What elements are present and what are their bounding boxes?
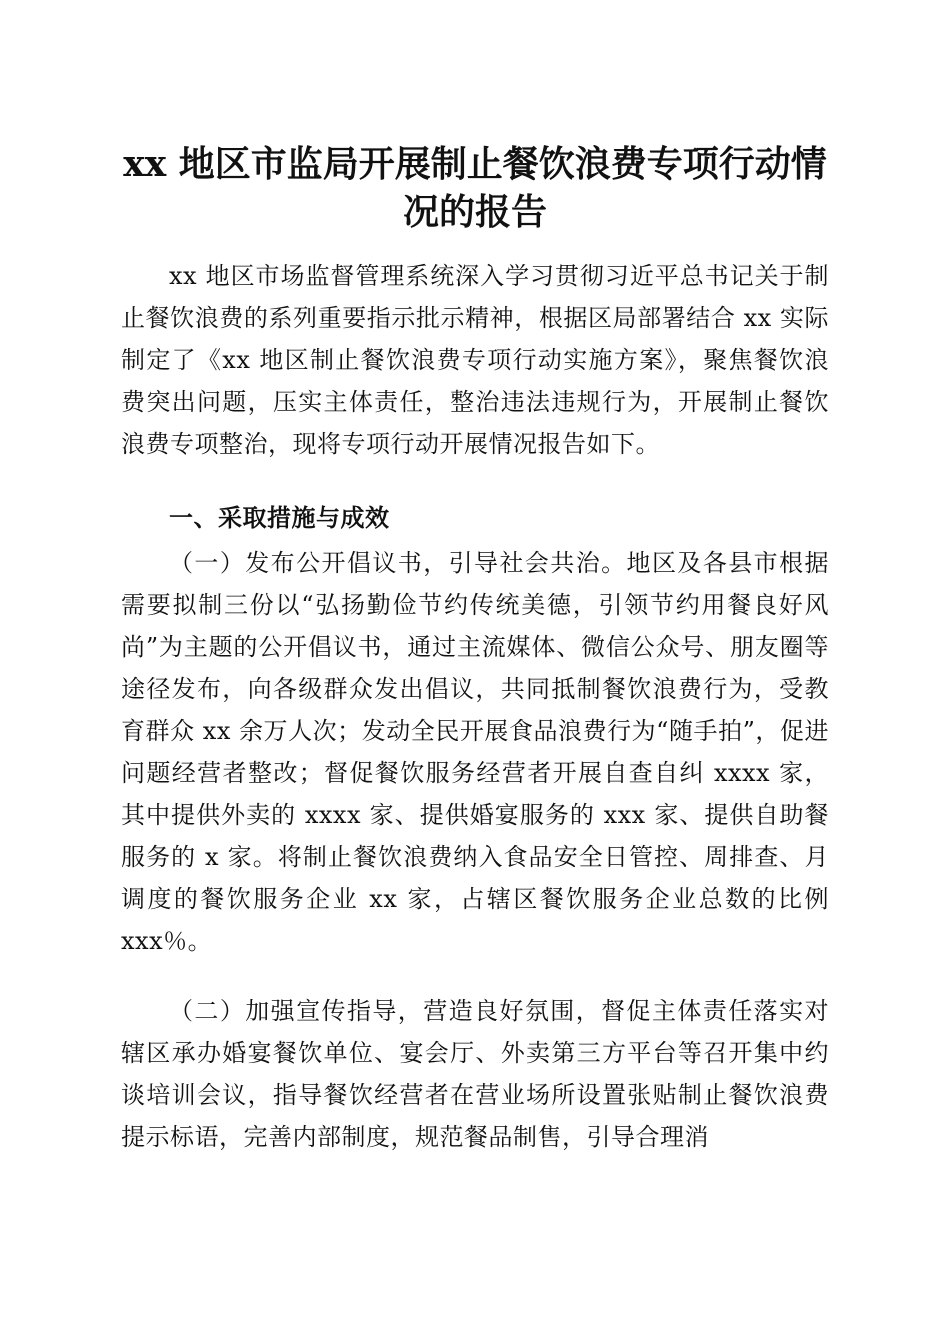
- document-title: xx 地区市监局开展制止餐饮浪费专项行动情况的报告: [123, 143, 827, 233]
- intro-paragraph: xx 地区市场监督管理系统深入学习贯彻习近平总书记关于制止餐饮浪费的系列重要指示批示精神，根据区局部署结合 xx 实际制定了《xx 地区制止餐饮浪费专项行动实施方案》，聚焦餐饮浪费突出问题，压实主体责任，整治违法违规行为，开展制止餐饮浪费专项整治，现将专项行动开展情况报告如下。: [121, 262, 829, 458]
- section-paragraph-2: （二）加强宣传指导，营造良好氛围，督促主体责任落实对辖区承办婚宴餐饮单位、宴会厅、外卖第三方平台等召开集中约谈培训会议，指导餐饮经营者在营业场所设置张贴制止餐饮浪费提示标语，完善内部制度，规范餐品制售，引导合理消: [121, 997, 829, 1151]
- section-paragraph-1: （一）发布公开倡议书，引导社会共治。地区及各县市根据需要拟制三份以“弘扬勤俭节约传统美德，引领节约用餐良好风尚”为主题的公开倡议书，通过主流媒体、微信公众号、朋友圈等途径发布，向各级群众发出倡议，共同抵制餐饮浪费行为，受教育群众 xx 余万人次；发动全民开展食品浪费行为“随手拍”，促进问题经营者整改；督促餐饮服务经营者开展自查自纠 xxxx 家，其中提供外卖的 xxxx 家、提供婚宴服务的 xxx 家、提供自助餐服务的 x 家。将制止餐饮浪费纳入食品安全日管控、周排查、月调度的餐饮服务企业 xx 家，占辖区餐饮服务企业总数的比例 xxx％。: [121, 549, 829, 955]
- section-heading: 一、采取措施与成效: [169, 503, 390, 532]
